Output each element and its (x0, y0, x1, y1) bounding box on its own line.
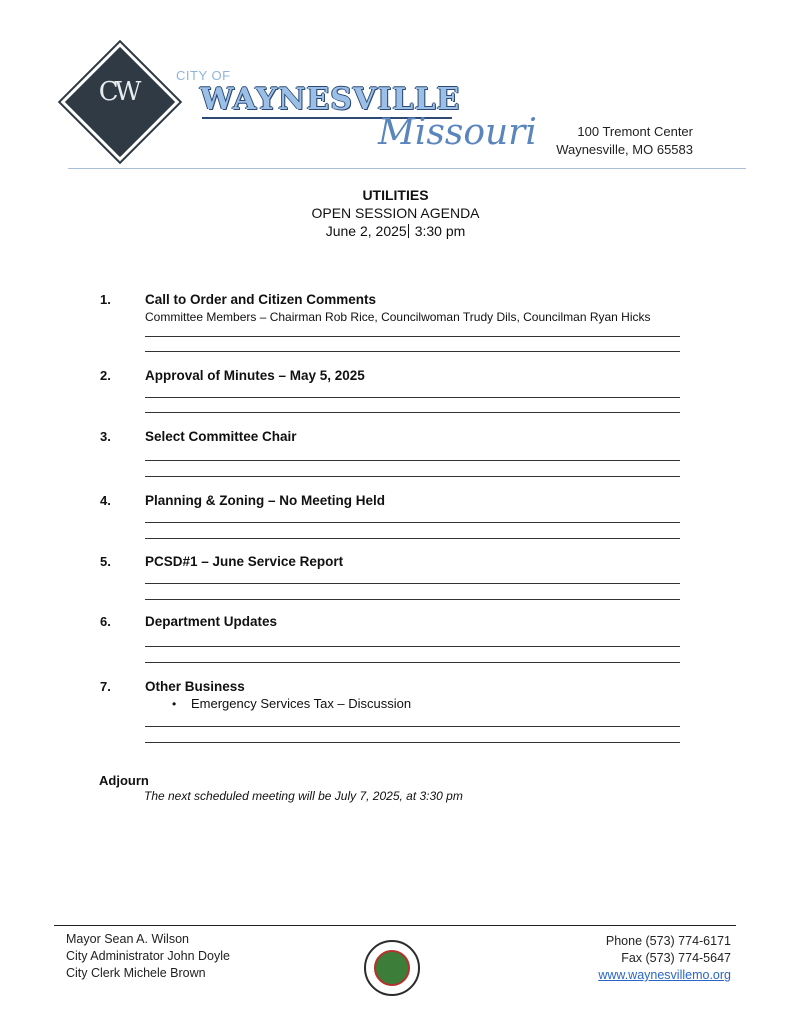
item-title: Planning & Zoning – No Meeting Held (145, 493, 385, 508)
notes-line (145, 476, 680, 477)
header-divider (68, 168, 746, 169)
notes-line (145, 397, 680, 398)
item-detail: Committee Members – Chairman Rob Rice, Councilwoman Trudy Dils, Councilman Ryan Hicks (145, 310, 651, 324)
bullet-icon: • (172, 697, 177, 711)
next-meeting-note: The next scheduled meeting will be July 7, 2025, at 3:30 pm (144, 789, 463, 803)
adjourn-label: Adjourn (99, 773, 149, 788)
address-line-1: 100 Tremont Center (577, 124, 693, 139)
item-number: 2. (100, 368, 111, 383)
notes-line (145, 742, 680, 743)
item-number: 3. (100, 429, 111, 444)
notes-line (145, 336, 680, 337)
item-title: Select Committee Chair (145, 429, 297, 444)
footer-clerk: City Clerk Michele Brown (66, 966, 206, 980)
notes-line (145, 662, 680, 663)
notes-line (145, 412, 680, 413)
notes-line (145, 538, 680, 539)
footer-divider (54, 925, 736, 926)
footer-administrator: City Administrator John Doyle (66, 949, 230, 963)
item-number: 4. (100, 493, 111, 508)
notes-line (145, 522, 680, 523)
notes-line (145, 460, 680, 461)
seal-inner (374, 950, 410, 986)
item-number: 1. (100, 292, 111, 307)
item-title: Other Business (145, 679, 245, 694)
department-title: UTILITIES (362, 187, 429, 203)
item-title: PCSD#1 – June Service Report (145, 554, 344, 569)
notes-line (145, 583, 680, 584)
footer-phone: Phone (573) 774-6171 (605, 934, 731, 948)
item-number: 6. (100, 614, 111, 629)
website-link[interactable]: www.waynesvillemo.org (598, 968, 731, 982)
notes-line (145, 726, 680, 727)
meeting-datetime (0, 222, 791, 240)
address-line-2: Waynesville, MO 65583 (556, 142, 693, 157)
item-title: Approval of Minutes – May 5, 2025 (145, 368, 365, 383)
item-title: Department Updates (145, 614, 278, 629)
agenda-heading (0, 186, 791, 240)
notes-line (145, 646, 680, 647)
notes-line (145, 351, 680, 352)
text-cursor (408, 224, 409, 238)
state-name: Missouri (378, 112, 537, 153)
item-title: Call to Order and Citizen Comments (145, 292, 377, 307)
city-name: WAYNESVILLE (200, 82, 461, 117)
footer-fax: Fax (573) 774-5647 (621, 951, 731, 965)
item-number: 5. (100, 554, 111, 569)
meeting-date: June 2, 2025 (325, 223, 407, 239)
session-title: OPEN SESSION AGENDA (311, 205, 480, 221)
city-of-label: CITY OF (176, 68, 231, 83)
footer-mayor: Mayor Sean A. Wilson (66, 932, 189, 946)
city-seal-icon (364, 940, 420, 996)
bullet-item: Emergency Services Tax – Discussion (191, 696, 412, 711)
item-number: 7. (100, 679, 111, 694)
logo-monogram: CW (98, 77, 138, 107)
notes-line (145, 599, 680, 600)
meeting-time: 3:30 pm (414, 223, 466, 239)
